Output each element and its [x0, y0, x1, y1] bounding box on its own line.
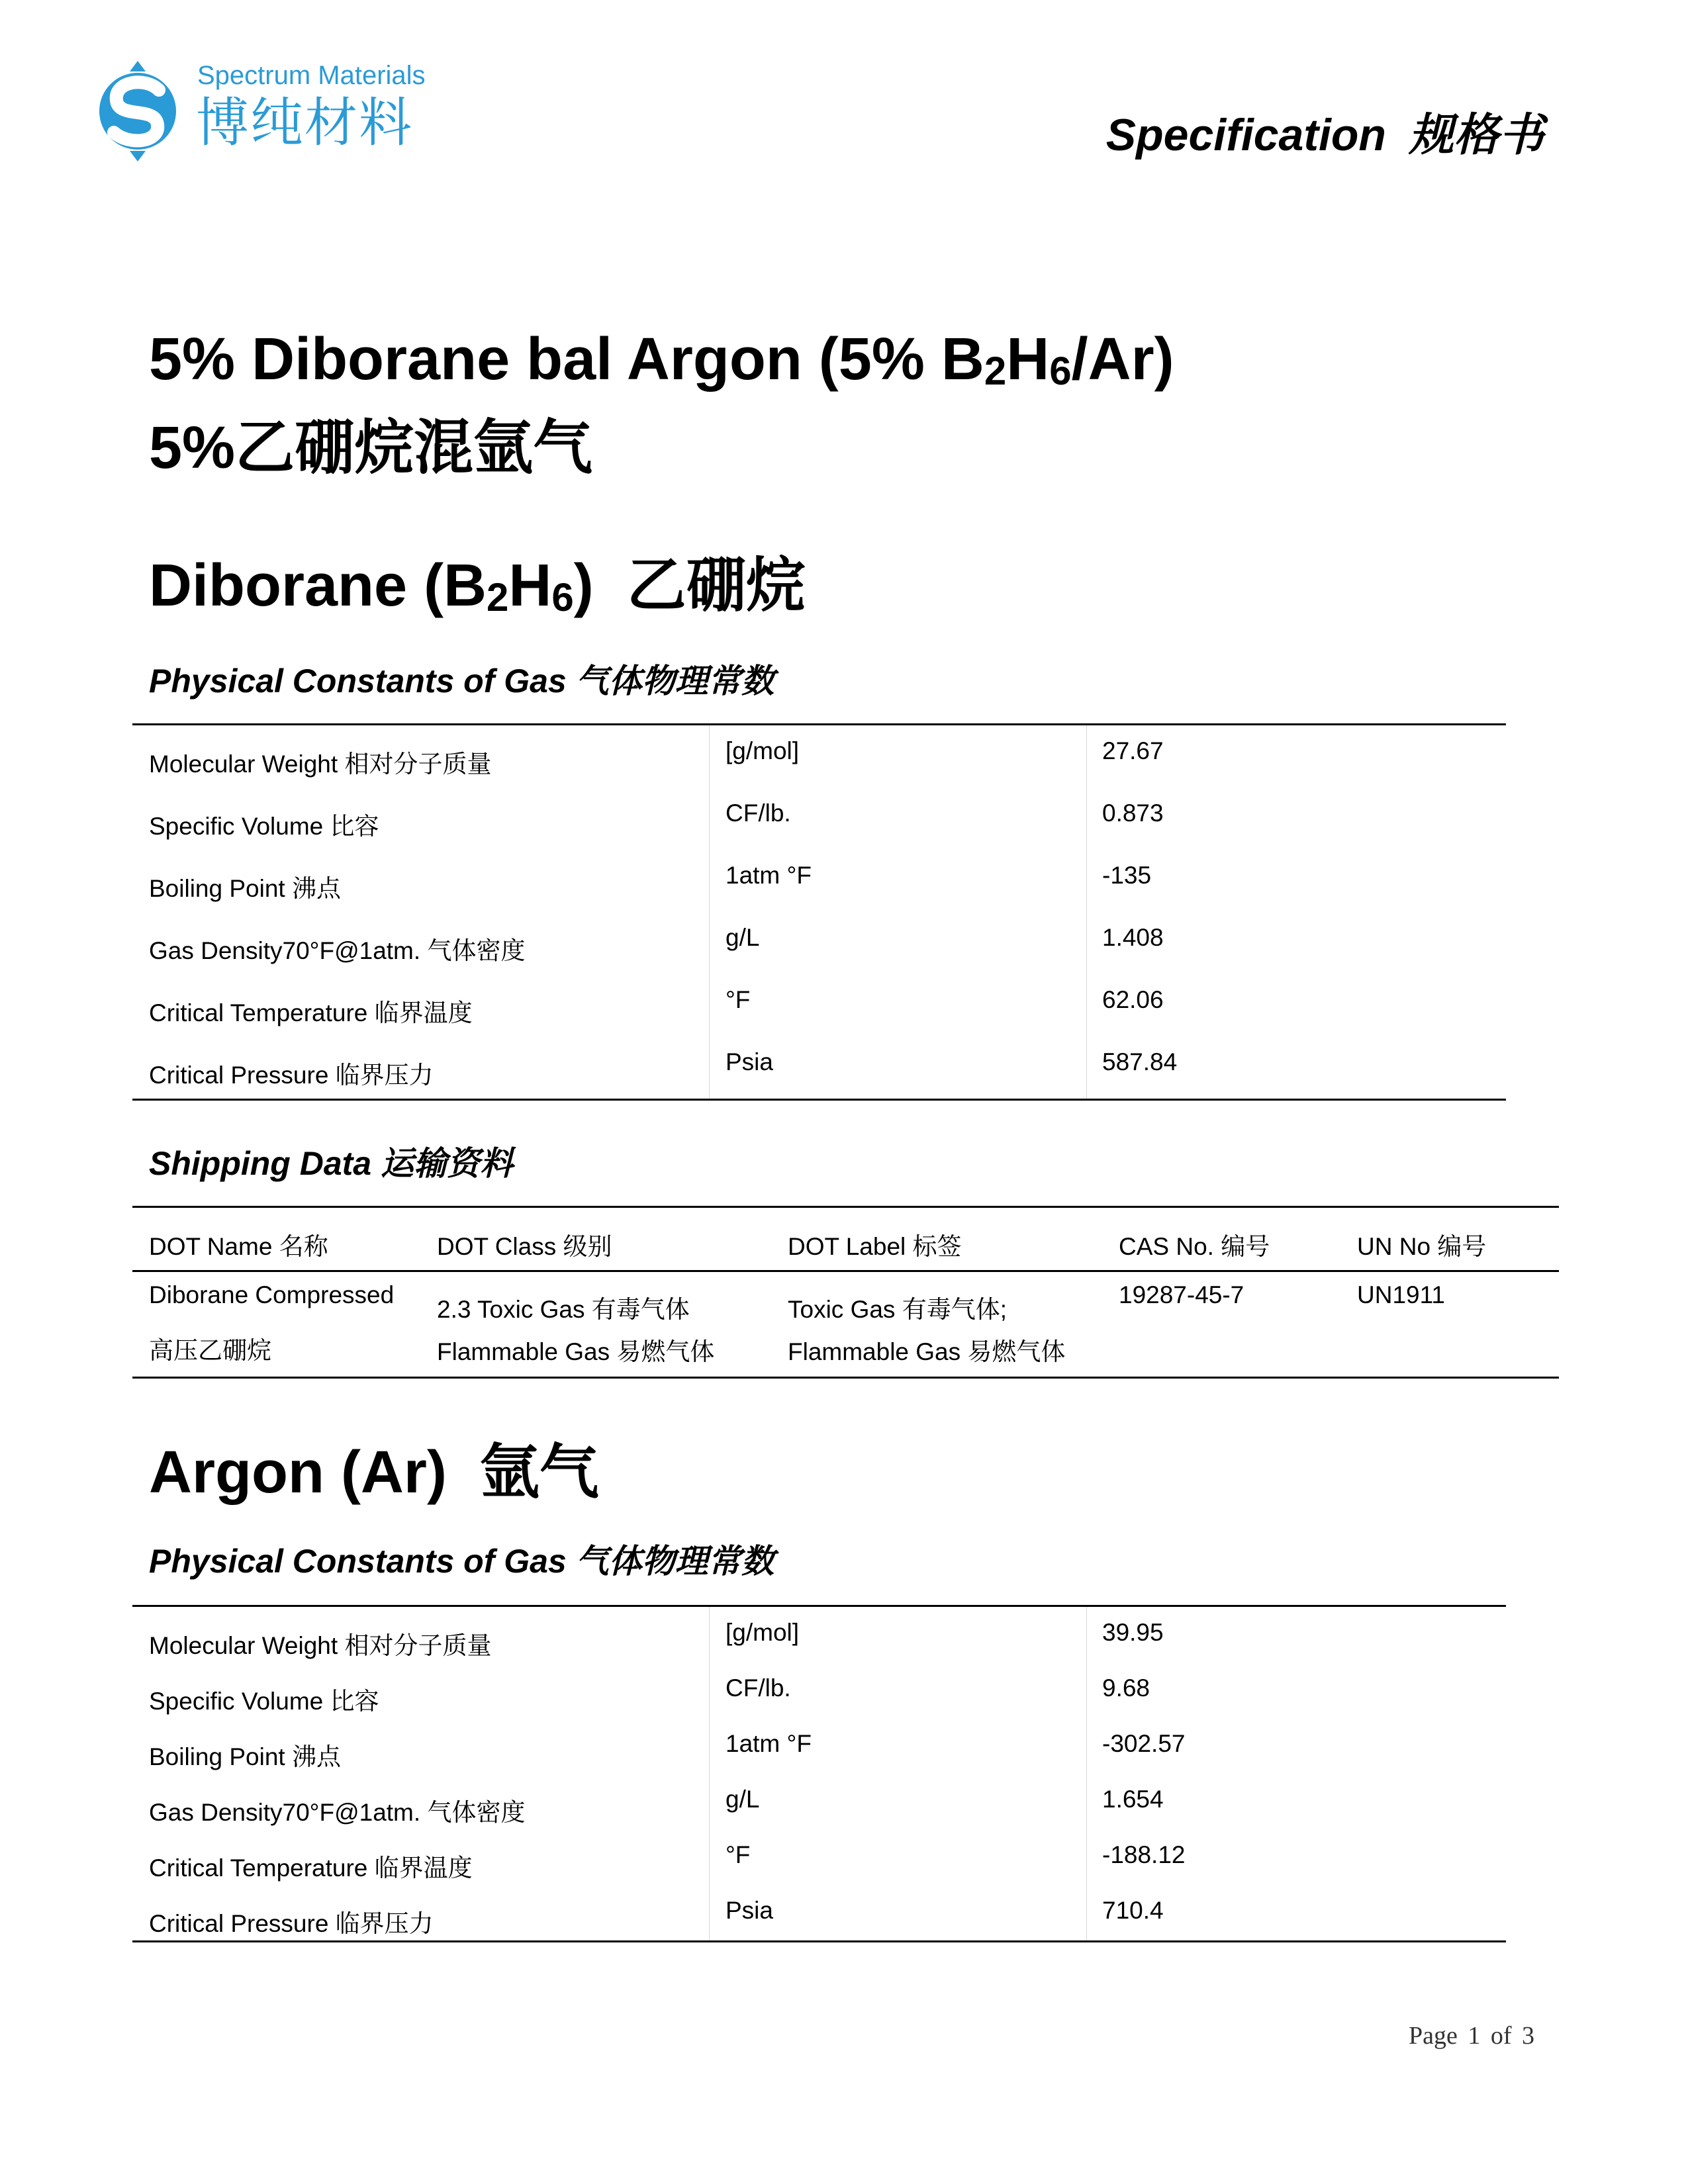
product-title: 5% Diborane bal Argon (5% $B_2H_6/Ar$): [149, 326, 1174, 393]
table-row: Critical Pressure 临界压力 Psia 710.4: [149, 1897, 1164, 1937]
spectrum-logo-icon: [85, 58, 191, 164]
logo-chinese-text: 博纯材料: [196, 93, 413, 152]
shipping-data-title: Shipping Data 运输资料: [149, 1145, 513, 1182]
diborane-constants-title: Physical Constants of Gas 气体物理常数: [149, 662, 774, 700]
shipping-data-table: [132, 1206, 1559, 1379]
argon-constants-title: Physical Constants of Gas 气体物理常数: [149, 1543, 774, 1580]
table-row: Gas Density70°F@1atm. 气体密度 g/L 1.654: [149, 1786, 1164, 1826]
table-row: Critical Pressure 临界压力 Psia 587.84: [149, 1048, 1178, 1089]
spec-english: Specification: [1105, 110, 1386, 160]
table-row: Specific Volume 比容 CF/lb. 0.873: [149, 799, 1164, 840]
table-header-row: DOT Name 名称 DOT Class 级别 DOT Label 标签 CAS No. 编号 UN No 编号: [132, 1208, 1559, 1272]
table-row: Gas Density70°F@1atm. 气体密度 g/L 1.408: [149, 924, 1164, 964]
table-row: Boiling Point 沸点 1atm °F -135: [149, 862, 1152, 902]
argon-heading: Argon (Ar) 氩气: [149, 1439, 599, 1506]
diborane-heading: Diborane $(B_2H_6)$ 乙硼烷: [149, 553, 806, 619]
table-row: Specific Volume 比容 CF/lb. 9.68: [149, 1674, 1150, 1715]
argon-constants-table: [132, 1605, 1506, 1942]
spec-chinese: 规格书: [1408, 110, 1544, 160]
diborane-constants-table: [132, 723, 1506, 1101]
table-row: Molecular Weight 相对分子质量 [g/mol] 27.67: [149, 737, 1164, 778]
company-logo: [85, 58, 429, 171]
page-number: Page 1 of 3: [1408, 2022, 1534, 2050]
table-row: Diborane Compressed 高压乙硼烷 2.3 Toxic Gas 有毒气体 Flammable Gas 易燃气体 Toxic Gas 有毒气体; Flammable Gas 易燃气体 19287-45-7 UN1911: [132, 1272, 1559, 1379]
document-type: [1106, 99, 1544, 163]
product-title-chinese: 5%乙硼烷混氩气: [149, 415, 593, 481]
table-row: Critical Temperature 临界温度 °F -188.12: [149, 1841, 1186, 1882]
table-row: Molecular Weight 相对分子质量 [g/mol] 39.95: [149, 1619, 1164, 1659]
logo-english-text: Spectrum Materials: [197, 61, 426, 90]
table-row: Boiling Point 沸点 1atm °F -302.57: [149, 1730, 1186, 1770]
table-row: Critical Temperature 临界温度 °F 62.06: [149, 986, 1164, 1026]
